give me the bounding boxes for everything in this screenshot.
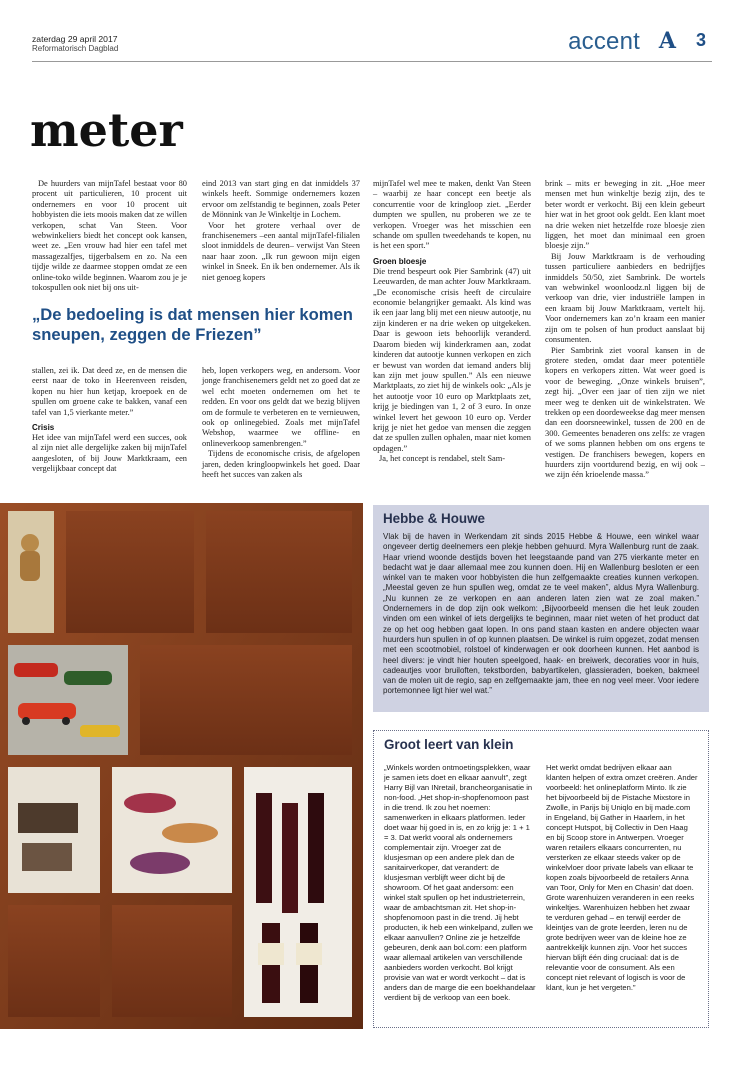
- paragraph: Die trend bespeurt ook Pier Sambrink (47) uit Leeuwarden, de man achter Jouw Marktkraam. „De economische crisis heeft de circulaire economie belangrijker gemaakt. Als kind was ik een jaar lang blij met een nieuw autootje, nu zijn kinderen er na drie weken op uitgekeken. Daar is gewoon iets behoorlijk veranderd. Daarom bieden wij kinderkramen aan, zodat kinderen dat autootje kunnen verkopen en zich er bewust van worden dat iemand anders blij kan zijn met jouw spullen.” Als een nieuwe Marktplaats, zo ziet hij de winkels ook: „Als je het autootje voor 10 euro op Marktplaats zet, krijg je biedingen van 1, 2 of 3 euro. In onze winkel levert het gewoon 10 euro op. Verder krijg je niet het gedoe van mensen die zeggen dat ze spullen zullen ophalen, maar niet komen opdagen.”: [373, 266, 531, 453]
- issue-date: zaterdag 29 april 2017: [32, 34, 118, 44]
- subheading: Crisis: [32, 423, 55, 433]
- article-column-3: [373, 179, 531, 465]
- box-title: Hebbe & Houwe: [383, 511, 485, 526]
- paragraph: De huurders van mijnTafel bestaat voor 80 procent uit particulieren, 10 procent uit ondernemers en voor 10 procent uit hobbyisten die iets moois maken dat ze willen verkopen, schat Van Steen. Voor webwinkeliers biedt het concept ook kansen, weet ze. „Een vrouw had hier een tafel met massagezalfjes, tijgerbalsem en zo. Na een tijdje wilde ze daarmee stoppen omdat ze een online-toko wilde beginnen. Waarom zou je je tokospullen ook niet bij ons uit-: [32, 179, 187, 293]
- page-number: 3: [695, 30, 706, 50]
- paragraph: stallen, zei ik. Dat deed ze, en de mensen die eerst naar de toko in Heerenveen reisden, kopen nu hier hun ketjap, kroepoek en de spullen om groene cake te bakken, vanaf een tafel van 1,5 vierkante meter.”: [32, 366, 187, 417]
- paragraph: Het idee van mijnTafel werd een succes, ook al zijn niet alle dergelijke zaken bij mijnTafel aangesloten, of bij Jouw Marktkraam, een vergelijkbaar concept dat: [32, 433, 187, 474]
- article-column-1: [32, 179, 187, 293]
- paragraph: Tijdens de economische crisis, de afgelopen jaren, deden kringloopwinkels het goed. Daar heeft het succes van zaken als: [202, 449, 360, 480]
- paragraph: Bij Jouw Marktkraam is de verhouding tussen particuliere aanbieders en bedrijfjes inmiddels 50/50, ziet Sambrink. De wortels van webwinkel woonloodz.nl liggen bij de verkoop van drie, vier industriële lampen in een kraam bij Jouw Marktkraam, vertelt hij. Voor ondernemers kan zo’n kraam een manier zijn om te polsen of hun product aanslaat bij consumenten.: [545, 251, 705, 345]
- paragraph: Ja, het concept is rendabel, stelt Sam-: [379, 454, 506, 464]
- sidebar-box-hebbe-houwe: [373, 505, 709, 712]
- sidebar-box-groot-leert: [373, 730, 709, 1028]
- section-logo: A: [658, 28, 676, 54]
- section-name: accent: [568, 28, 640, 55]
- box-column-2: Het werkt omdat bedrijven elkaar aan klanten helpen of extra omzet creëren. Ander voorbeeld: het onlineplatform Minto. Ik zie het bijvoorbeeld bij de Pistache Mixstore in Zwolle, in Parijs bij Uniqlo en bij made.com in Engeland, bij Gather in Haarlem, in het concept Hutspot, bij Collectiv in Den Haag en bij Scoop store in Antwerpen. Vroeger waren retailers elkaars concurrenten, nu versterken ze elkaar steeds vaker op de winkelvloer door private labels van elkaar te kopen zoals bijvoorbeeld de retailers Anna van Toor, Only for Men en Chasin’ dat doen. Grote warenhuizen veranderen in een reeks winkeltjes. Warenhuizen hebben het zwaar te verduren gehad – en terwijl eerder de kleintjes van de grote leerden, leren nu de grote bedrijven weer van de kleine hoe ze aantrekkelijk kunnen zijn. Voor het succes hiervan blijft één ding cruciaal: dat is de relevantie voor de consument. Als een concept niet relevant of logisch is voor de klant, kun je het vergeten.”: [546, 763, 698, 992]
- paragraph: eind 2013 van start ging en dat inmiddels 37 winkels heeft. Sommige ondernemers kozen ervoor om zelfstandig te beginnen, zoals Peter de Mönnink van Je Winkeltje in Lochem.: [202, 179, 360, 220]
- box-title: Groot leert van klein: [384, 737, 514, 752]
- cabinet-illustration: [0, 503, 363, 1029]
- masthead: [32, 30, 712, 62]
- article-column-2-lower: [202, 366, 360, 480]
- article-column-1-lower: [32, 366, 187, 475]
- paragraph: Voor het grotere verhaal over de franchisenemers –een aantal mijnTafel-filialen sloot inmiddels de deuren– verwijst Van Steen naar haar zoon. „Ik run gewoon mijn eigen winkel in Sneek. En ik ben ondernemer. Als ik niet genoeg kopers: [202, 220, 360, 282]
- box-text: Vlak bij de haven in Werkendam zit sinds 2015 Hebbe & Houwe, een winkel waar ongeveer dertig deelnemers een plekje hebben gehuurd. Myra Wallenburg runt de zaak. Haar vriend woonde destijds boven het leegstaande pand van 275 vierkante meter en bedacht wat je daar allemaal mee zou kunnen doen. Hij en Wallenburg besloten er een winkel van te maken voor hobbyisten die hun zelfgemaakte creaties kunnen verkopen. „Meestal geven ze hun spullen weg, omdat ze te veel maken”, aldus Myra Wallenburg. „Nu kunnen ze ze verkopen en aan anderen laten zien wat ze zoal maken.” Ondernemers in de dop zijn ook welkom: „Bijvoorbeeld mensen die het leuk zouden vinden om een winkel of iets dergelijks te beginnen, maar niet weten of het product dat ze op het oog hebben gaat lopen. In ons pand staan kasten en andere objecten waar huurders hun spullen in of op kunnen plaatsen. De winkel is ruim opgezet, zodat mensen met een scootmobiel, rolstoel of kinderwagen er ook doorheen kunnen. Het aanbod is heel divers: je vindt hier houten speelgoed, haak- en breiwerk, decoraties voor in huis, cadeautjes voor bruiloften, tekstborden, babyartikelen, glassieraden, boeken, bakmeel van de molen uit de regio, sap en zelfgemaakte jam, thee en nog veel meer. Voor iedere portemonnee ligt hier wel wat.”: [383, 532, 699, 696]
- paragraph: heb, lopen verkopers weg, en andersom. Voor jonge franchisenemers geldt net zo goed dat ze wel echt moeten ondernemen om het te redden. En voor ons geldt dat we bezig blijven om de formule te verbeteren en te vernieuwen, ook op onlinegebied. Zoals met mijnTafel Webshop, waarmee we offline- en onlineverkoop samenbrengen.”: [202, 366, 360, 448]
- paragraph: Pier Sambrink ziet vooral kansen in de grotere steden, omdat daar meer potentiële kopers en verkopers zitten. Wat weer goed is voor de beweging. „Onze winkels bruisen”, zegt hij. „Over een jaar of tien zijn we niet meer weg te denken uit de winkelstraten. We trekken op een doordeweekse dag meer mensen dan een doorsneewinkel, tussen de 200 en de 300. Gemeentes benaderen ons zelfs: ze vragen of we soms plannen hebben om ons ergens te vestigen. De franchisers bewegen, kopers en huurders zijn voortdurend bezig, en wij ook – we zijn één krioelende massa.”: [545, 345, 705, 480]
- headline: meter: [30, 103, 183, 157]
- article-column-2: [202, 179, 360, 283]
- newspaper-name: Reformatorisch Dagblad: [32, 44, 119, 53]
- box-column-1: „Winkels worden ontmoetingsplekken, waar je samen iets doet en elkaar aanvult”, zegt Harry Bijl van INretail, brancheorganisatie in non-food. „Het shop-in-shopfenomoon past in die trend. Ik zou het noemen: samenwerken in elkaars platformen. Ieder doet waar hij goed in is, en zo krijg je: 1 + 1 = 3. Dat werkt vooral als ondernemers complementair zijn. Vroeger zat de klusjesman op een andere plek dan de sanitairverkoper, dat verandert: de klusjesman verblijft weer dicht bij de showroom. Of het gaat andersom: een winkel stalt spullen op het industrieterrein, waar de ambachtsman zit. Het shop-in-shopfenomoon past in die trend. Jij hebt producten, ik heb een winkelpand, zullen we elkaar aanvullen? Online zie je hetzelfde gebeuren, denk aan bol.com: een platform waar allemaal artikelen van verschillende aanbieders worden verkocht. Bol krijgt provisie van wat er wordt verkocht – dat is anders dan de marge die een boekhandelaar verdient bij de verkoop van een boek.: [384, 763, 536, 1002]
- paragraph: mijnTafel wel mee te maken, denkt Van Steen – waarbij ze haar concept een beetje als concurrentie voor de kringloop ziet. „Eerder dumpten we spullen, nu proberen we ze te verkopen. Vroeger was het misschien een schande om spullen tweedehands te kopen, nu is het een sport.”: [373, 179, 531, 251]
- subheading: Groen bloesje: [373, 256, 427, 266]
- article-column-4: [545, 179, 705, 481]
- paragraph: brink – mits er beweging in zit. „Hoe meer mensen met hun winkeltje bezig zijn, des te beter wordt er verkocht. Bij een klein gebeurt hier wat in het groot ook geldt. Een klant moet na drie weken niet hetzelfde roze bloesje zien liggen, het moet dan minimaal een groen bloesje zijn.”: [545, 179, 705, 251]
- display-cabinet-photo: [0, 503, 363, 1029]
- pull-quote: „De bedoeling is dat mensen hier komen sneupen, zeggen de Friezen”: [32, 305, 353, 344]
